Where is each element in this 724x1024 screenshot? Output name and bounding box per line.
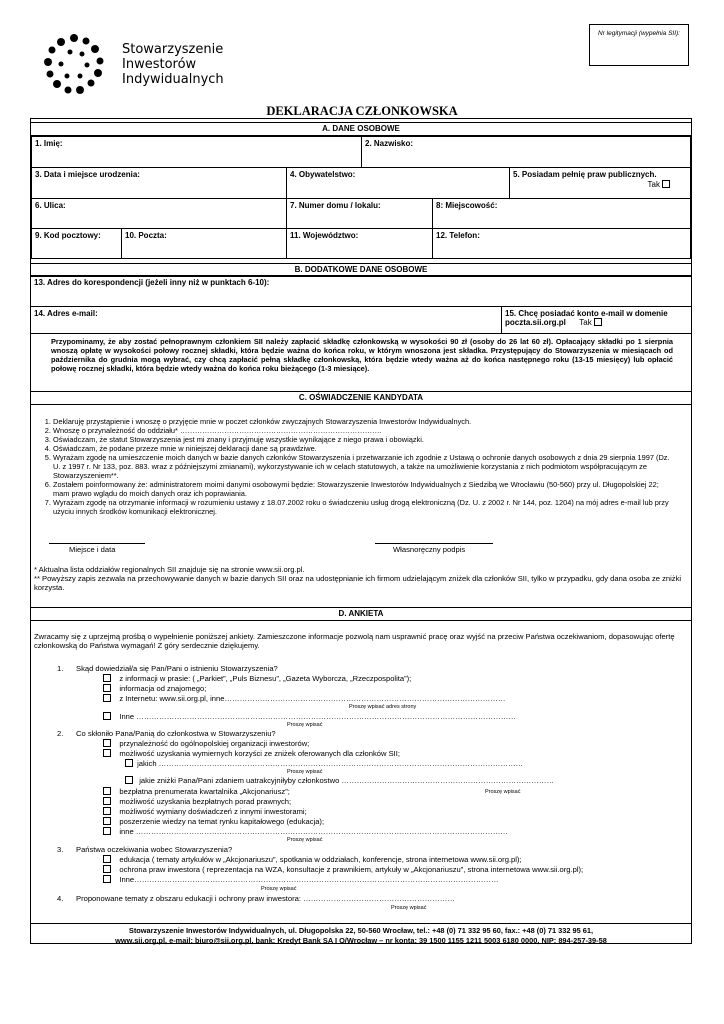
- email-field[interactable]: 14. Adres e-mail:: [31, 306, 502, 334]
- hint-text: Proszę wpisać: [261, 886, 297, 892]
- public-rights-yes[interactable]: Tak: [648, 180, 672, 189]
- sii-logo: [42, 30, 242, 100]
- q2-suggested[interactable]: jakie zniżki Pana/Pani zdaniem uatrakcyjniłyby członkostwo …………………………………………………………………………: [123, 776, 554, 785]
- hint-text: Proszę wpisać: [485, 789, 521, 795]
- post-office-field[interactable]: 10. Poczta:: [121, 228, 287, 259]
- question-1: 1. Skąd dowiedział/a się Pan/Pani o istnieniu Stowarzyszenia?: [57, 664, 278, 673]
- checkbox-icon: [103, 694, 111, 702]
- declaration-form: [30, 118, 692, 944]
- list-item: 2. Wnoszę o przynależność do oddziału* ……………………………………………………………………….: [53, 426, 676, 435]
- footnote-1: * Aktualna lista oddziałów regionalnych SII znajduje się na stronie www.sii.org.pl.: [34, 565, 305, 574]
- postal-code-field[interactable]: 9. Kod pocztowy:: [31, 228, 122, 259]
- q1-internet[interactable]: z Internetu: www.sii.org.pl, inne…………………………………………………………………………………………………: [101, 694, 505, 703]
- question-4[interactable]: 4. Proponowane tematy z obszaru edukacji i ochrony praw inwestora: ……………………………………………………: [57, 894, 455, 903]
- list-item: 7. Wyrażam zgodę na otrzymanie informacji w rozumieniu ustawy z 18.07.2002 roku o świadczeniu usług drogą elektroniczną (Dz. U. z 2002 r. Nr 144, poz. 1204) na mój adres e-mail lub przy użyciu innych środków komunikacji elektronicznej.: [53, 498, 676, 516]
- footer-contact: www.sii.org.pl, e-mail: biuro@sii.org.pl, bank: Kredyt Bank SA I O/Wrocław – nr konta: 39 1500 1155 1211 5003 6180 0000, NIP: 894-257-39-58: [115, 936, 607, 945]
- section-d-heading: D. ANKIETA: [31, 607, 691, 621]
- list-item: 1. Deklaruję przystąpienie i wnoszę o przyjęcie mnie w poczet członków zwyczajnych Stowarzyszenia Inwestorów Indywidualnych.: [53, 417, 676, 426]
- voivodeship-field[interactable]: 11. Województwo:: [286, 228, 433, 259]
- checkbox-icon: [103, 807, 111, 815]
- q2-magazine[interactable]: bezpłatna prenumerata kwartalnika „Akcjonariusz”;: [101, 787, 290, 796]
- sii-logo-dots-icon: [42, 32, 106, 96]
- checkbox-icon: [125, 759, 133, 767]
- section-b-heading: B. DODATKOWE DANE OSOBOWE: [31, 263, 691, 277]
- q1-friend[interactable]: informacja od znajomego;: [101, 684, 206, 693]
- hint-text: Proszę wpisać: [287, 769, 323, 775]
- q2-legal[interactable]: możliwość uzyskania bezpłatnych porad prawnych;: [101, 797, 291, 806]
- hint-text: Proszę wpisać: [391, 905, 427, 911]
- list-item: 6. Zostałem poinformowany że: administratorem moimi danymi osobowymi będzie: Stowarzyszenie Inwestorów Indywidualnych z Siedzibą we Wrocławiu (50-560) przy ul. Długopolskiej 22; mam prawo wglądu do moich danych oraz ich poprawiania.: [53, 480, 676, 498]
- q3-protection[interactable]: ochrona praw inwestora ( reprezentacja na WZA, konsultacje z prawnikiem, artykuły w „Akcjonariuszu”, strona internetowa www.sii.org.pl);: [101, 865, 691, 874]
- checkbox-icon: [103, 739, 111, 747]
- footer: [30, 926, 692, 946]
- declaration-list: [31, 417, 676, 516]
- checkbox-icon: [103, 827, 111, 835]
- page-title: DEKLARACJA CZŁONKOWSKA: [266, 104, 458, 118]
- email-account-field: 15. Chcę posiadać konto e-mail w domenie poczta.sii.org.pl Tak: [501, 306, 691, 334]
- footer-divider: [31, 923, 691, 924]
- list-item: 5. Wyrażam zgodę na umieszczenie moich danych w bazie danych członków Stowarzyszenia i przetwarzanie ich zgodnie z Ustawą o ochronie danych osobowych z dnia 29 sierpnia 1997 (Dz. U. z 1997 r. Nr 133, poz. 883. wraz z późniejszymi zmianami), wykorzystywanie ich w celach statutowych, a także na umożliwienie korzystania z nich podmiotom współpracującym ze Stowarzyszeniem**.: [53, 453, 676, 480]
- org-name: Stowarzyszenie Inwestorów Indywidualnych: [122, 42, 224, 87]
- checkbox-icon: [103, 684, 111, 692]
- checkbox-icon[interactable]: [662, 180, 670, 188]
- correspondence-address-field[interactable]: 13. Adres do korespondencji (jeżeli inny niż w punktach 6-10):: [31, 275, 691, 307]
- section-c-heading: C. OŚWIADCZENIE KANDYDATA: [31, 391, 691, 405]
- question-2: 2. Co skłoniło Pana/Panią do członkostwa w Stowarzyszeniu?: [57, 729, 276, 738]
- first-name-field[interactable]: 1. Imię:: [31, 136, 362, 168]
- q2-which[interactable]: jakich ………………………………………………………………………………………………………………………………: [123, 759, 523, 768]
- q2-education[interactable]: poszerzenie wiedzy na temat rynku kapitałowego (edukacja);: [101, 817, 324, 826]
- house-number-field[interactable]: 7. Numer domu / lokalu:: [286, 198, 433, 229]
- hint-text: Proszę wpisać: [287, 837, 323, 843]
- checkbox-icon: [103, 787, 111, 795]
- footnote-2: ** Powyższy zapis zezwala na przechowywanie danych w bazie danych SII oraz na udostępnianie ich firmom udzielającym zniżek dla członków SII, tylko w przypadku, gdy dana osoba ze zniżki korzysta.: [34, 574, 682, 592]
- checkbox-icon: [103, 674, 111, 682]
- city-field[interactable]: 8: Miejscowość:: [432, 198, 691, 229]
- signature-label: Własnoręczny podpis: [393, 545, 466, 554]
- birth-field[interactable]: 3. Data i miejsce urodzenia:: [31, 167, 287, 199]
- checkbox-icon: [103, 865, 111, 873]
- checkbox-icon: [103, 749, 111, 757]
- q1-press[interactable]: z informacji w prasie: ( „Parkiet”, „Puls Biznesu”, „Gazeta Wyborcza, „Rzeczpospolita”);: [101, 674, 411, 683]
- checkbox-icon[interactable]: [594, 318, 602, 326]
- checkbox-icon: [103, 712, 111, 720]
- list-item: 4. Oświadczam, że podane przeze mnie w niniejszej deklaracji dane są prawdziwe.: [53, 444, 676, 453]
- q2-discounts[interactable]: możliwość uzyskania wymiernych korzyści ze zniżek oferowanych dla członków SII;: [101, 749, 400, 758]
- citizenship-field[interactable]: 4. Obywatelstwo:: [286, 167, 510, 199]
- fee-notice: Przypominamy, że aby zostać pełnoprawnym członkiem SII należy zapłacić składkę członkowską w wysokości 90 zł (osoby do 26 lat 60 zł). Opłacający składki po 1 sierpnia wnoszą opłatę w wysokości połowy rocznej składki, która będzie ważna do końca roku, w którym wnoszona jest składka. Przystępujący do Stowarzyszenia w miesiącach od października do grudnia mogą wybrać, czy chcą zapłacić pełną składkę członkowską, która będzie wtedy ważna aż do końca następnego roku (13-15 miesięcy) lub opłacić połowę rocznej składki, która będzie wtedy ważna do końca roku bieżącego (1-3 miesiące).: [51, 337, 673, 373]
- question-3: 3. Państwa oczekiwania wobec Stowarzyszenia?: [57, 845, 233, 854]
- q2-organization[interactable]: przynależność do ogólnopolskiej organizacji inwestorów;: [101, 739, 309, 748]
- checkbox-icon: [103, 797, 111, 805]
- section-a-heading: A. DANE OSOBOWE: [31, 122, 691, 136]
- survey-intro: Zwracamy się z uprzejmą prośbą o wypełnienie poniższej ankiety. Zamieszczone informacje pozwolą nam usprawnić pracę oraz wyjść na przeciw Państwa oczekiwaniom, dopasowując ofertę członkowską do Państwa wymagań! Z góry serdecznie dziękujemy.: [34, 632, 675, 650]
- q2-exchange[interactable]: możliwość wymiany doświadczeń z innymi inwestorami;: [101, 807, 307, 816]
- footer-address: Stowarzyszenie Inwestorów Indywidualnych, ul. Długopolska 22, 50-560 Wrocław, tel.: +48 (0) 71 332 95 60, fax.: +48 (0) 71 332 95 61,: [128, 926, 594, 935]
- q1-other[interactable]: Inne ……………………………………………………………………………………………………………………………………: [101, 712, 516, 721]
- signature-line[interactable]: [375, 543, 493, 544]
- checkbox-icon: [103, 817, 111, 825]
- membership-number-box[interactable]: Nr legitymacji (wypełnia SII):: [589, 24, 689, 66]
- place-date-line[interactable]: [49, 543, 145, 544]
- place-date-label: Miejsce i data: [69, 545, 116, 554]
- q3-other[interactable]: Inne………………………………………………………………………………………………………………………………: [101, 875, 499, 884]
- phone-field[interactable]: 12. Telefon:: [432, 228, 691, 259]
- checkbox-icon: [125, 776, 133, 784]
- hint-text: Proszę wpisać: [287, 722, 323, 728]
- q2-other[interactable]: inne …………………………………………………………………………………………………………………………………: [101, 827, 508, 836]
- list-item: 3. Oświadczam, że statut Stowarzyszenia jest mi znany i przyjmuję wszystkie wynikające z niego prawa i obowiązki.: [53, 435, 676, 444]
- last-name-field[interactable]: 2. Nazwisko:: [361, 136, 691, 168]
- hint-text: Proszę wpisać adres strony: [349, 704, 417, 710]
- public-rights-field: 5. Posiadam pełnię praw publicznych. Tak: [509, 167, 691, 199]
- checkbox-icon: [103, 855, 111, 863]
- street-field[interactable]: 6. Ulica:: [31, 198, 287, 229]
- q3-education[interactable]: edukacja ( tematy artykułów w „Akcjonariuszu”, spotkania w oddziałach, konferencje, strona internetowa www.sii.org.pl);: [101, 855, 691, 864]
- checkbox-icon: [103, 875, 111, 883]
